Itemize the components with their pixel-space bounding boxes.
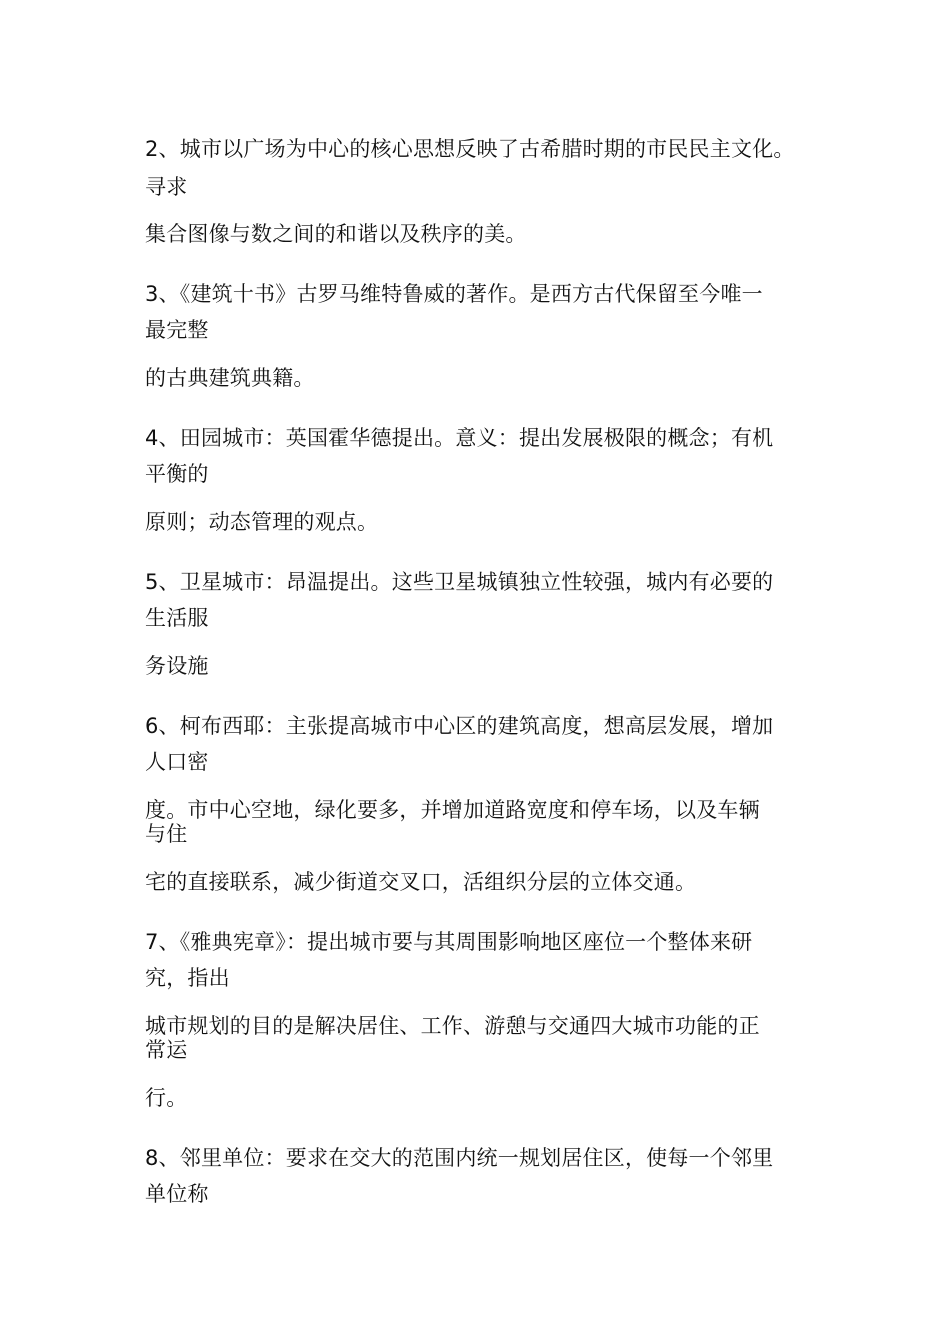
text-line: 度。市中心空地，绿化要多，并增加道路宽度和停车场，以及车辆	[145, 798, 760, 822]
text-line: 8、邻里单位：要求在交大的范围内统一规划居住区，使每一个邻里	[145, 1146, 774, 1170]
text-line: 平衡的	[145, 462, 209, 486]
text-line: 生活服	[145, 606, 209, 630]
text-line: 3、《建筑十书》古罗马维特鲁威的著作。是西方古代保留至今唯一	[145, 282, 763, 306]
text-line: 城市规划的目的是解决居住、工作、游憩与交通四大城市功能的正	[145, 1014, 760, 1038]
text-line: 集合图像与数之间的和谐以及秩序的美。	[145, 222, 527, 246]
text-line: 寻求	[145, 175, 188, 199]
text-line: 2、城市以广场为中心的核心思想反映了古希腊时期的市民民主文化。	[145, 137, 795, 161]
text-line: 单位称	[145, 1182, 209, 1206]
text-line: 与住	[145, 822, 188, 846]
text-line: 常运	[145, 1038, 188, 1062]
text-line: 的古典建筑典籍。	[145, 366, 315, 390]
text-line: 最完整	[145, 318, 209, 342]
text-line: 务设施	[145, 654, 209, 678]
text-line: 究，指出	[145, 966, 230, 990]
text-line: 7、《雅典宪章》：提出城市要与其周围影响地区座位一个整体来研	[145, 930, 753, 954]
text-line: 原则；动态管理的观点。	[145, 510, 379, 534]
text-line: 5、卫星城市：昂温提出。这些卫星城镇独立性较强，城内有必要的	[145, 570, 774, 594]
text-line: 4、田园城市：英国霍华德提出。意义：提出发展极限的概念；有机	[145, 426, 774, 450]
text-line: 行。	[145, 1086, 188, 1110]
text-line: 6、柯布西耶：主张提高城市中心区的建筑高度，想高层发展，增加	[145, 714, 774, 738]
text-line: 人口密	[145, 750, 209, 774]
text-line: 宅的直接联系，减少街道交叉口，活组织分层的立体交通。	[145, 870, 697, 894]
